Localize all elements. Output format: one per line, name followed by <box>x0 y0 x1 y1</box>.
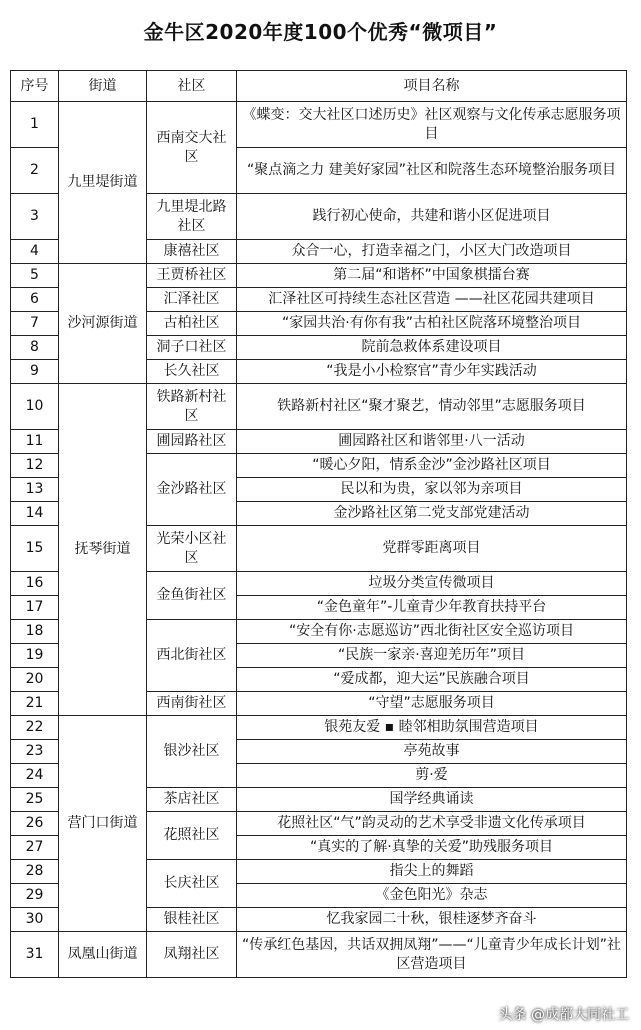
cell-project: 花照社区“气”韵灵动的艺术享受非遗文化传承项目 <box>237 812 627 836</box>
cell-no: 25 <box>11 788 59 812</box>
cell-no: 7 <box>11 312 59 336</box>
cell-no: 19 <box>11 644 59 668</box>
cell-no: 15 <box>11 526 59 572</box>
cell-community: 银沙社区 <box>147 716 237 788</box>
cell-project: 垃圾分类宣传微项目 <box>237 572 627 596</box>
cell-street: 抚琴街道 <box>59 384 147 716</box>
cell-project: 亭苑故事 <box>237 740 627 764</box>
cell-no: 9 <box>11 360 59 384</box>
cell-no: 13 <box>11 478 59 502</box>
cell-project: 众合一心，打造幸福之门，小区大门改造项目 <box>237 240 627 264</box>
cell-no: 6 <box>11 288 59 312</box>
cell-no: 2 <box>11 148 59 194</box>
cell-community: 茶店社区 <box>147 788 237 812</box>
header-row <box>11 71 627 102</box>
cell-no: 1 <box>11 102 59 148</box>
cell-community: 银桂社区 <box>147 908 237 932</box>
cell-project: 汇泽社区可持续生态社区营造 ——社区花园共建项目 <box>237 288 627 312</box>
cell-project: 民以和为贵，家以邻为亲项目 <box>237 478 627 502</box>
cell-project: 践行初心使命，共建和谐小区促进项目 <box>237 194 627 240</box>
cell-no: 21 <box>11 692 59 716</box>
cell-project: 《蝶变：交大社区口述历史》社区观察与文化传承志愿服务项目 <box>237 102 627 148</box>
cell-no: 30 <box>11 908 59 932</box>
cell-no: 5 <box>11 264 59 288</box>
cell-community: 铁路新村社区 <box>147 384 237 430</box>
cell-community: 金鱼街社区 <box>147 572 237 620</box>
cell-no: 14 <box>11 502 59 526</box>
header-community: 社区 <box>147 71 237 102</box>
cell-community: 长庆社区 <box>147 860 237 908</box>
cell-project: “民族一家亲·喜迎羌历年”项目 <box>237 644 627 668</box>
cell-project: “我是小小检察官”青少年实践活动 <box>237 360 627 384</box>
cell-street: 沙河源街道 <box>59 264 147 384</box>
cell-project: 国学经典诵读 <box>237 788 627 812</box>
cell-community: 王贾桥社区 <box>147 264 237 288</box>
cell-project: 金沙路社区第二党支部党建活动 <box>237 502 627 526</box>
cell-no: 12 <box>11 454 59 478</box>
header-street: 街道 <box>59 71 147 102</box>
cell-no: 17 <box>11 596 59 620</box>
projects-table <box>10 70 627 978</box>
cell-no: 29 <box>11 884 59 908</box>
cell-community: 长久社区 <box>147 360 237 384</box>
cell-project: 铁路新村社区“聚才聚艺，情动邻里”志愿服务项目 <box>237 384 627 430</box>
cell-street: 营门口街道 <box>59 716 147 932</box>
cell-no: 23 <box>11 740 59 764</box>
cell-no: 27 <box>11 836 59 860</box>
cell-project: “传承红色基因，共话双拥凤翔”——“儿童青少年成长计划”社区营造项目 <box>237 932 627 978</box>
cell-project: “金色童年”-儿童青少年教育扶持平台 <box>237 596 627 620</box>
cell-project: “安全有你·志愿巡访”西北街社区安全巡访项目 <box>237 620 627 644</box>
cell-community: 西南交大社区 <box>147 102 237 194</box>
table-row <box>11 716 627 740</box>
cell-no: 3 <box>11 194 59 240</box>
table-row <box>11 932 627 978</box>
table-row <box>11 264 627 288</box>
table-row <box>11 102 627 148</box>
cell-project: “守望”志愿服务项目 <box>237 692 627 716</box>
cell-community: 花照社区 <box>147 812 237 860</box>
cell-community: 光荣小区社区 <box>147 526 237 572</box>
table-row <box>11 384 627 430</box>
cell-community: 金沙路社区 <box>147 454 237 526</box>
watermark: 头条 @成都大同社工 <box>498 1007 629 1023</box>
cell-no: 11 <box>11 430 59 454</box>
cell-no: 31 <box>11 932 59 978</box>
cell-project: 圃园路社区和谐邻里·八一活动 <box>237 430 627 454</box>
cell-no: 24 <box>11 764 59 788</box>
cell-project: 剪·爱 <box>237 764 627 788</box>
cell-street: 凤凰山街道 <box>59 932 147 978</box>
cell-project: “聚点滴之力 建美好家园”社区和院落生态环境整治服务项目 <box>237 148 627 194</box>
cell-community: 凤翔社区 <box>147 932 237 978</box>
cell-project: 银苑友爱 ▪ 睦邻相助氛围营造项目 <box>237 716 627 740</box>
page-title: 金牛区2020年度100个优秀“微项目” <box>143 20 498 44</box>
cell-project: 指尖上的舞蹈 <box>237 860 627 884</box>
cell-project: 第二届“和谐杯”中国象棋擂台赛 <box>237 264 627 288</box>
cell-no: 8 <box>11 336 59 360</box>
cell-community: 古柏社区 <box>147 312 237 336</box>
cell-community: 洞子口社区 <box>147 336 237 360</box>
cell-project: 党群零距离项目 <box>237 526 627 572</box>
cell-no: 16 <box>11 572 59 596</box>
cell-no: 28 <box>11 860 59 884</box>
cell-project: 院前急救体系建设项目 <box>237 336 627 360</box>
cell-no: 4 <box>11 240 59 264</box>
cell-no: 26 <box>11 812 59 836</box>
cell-community: 康禧社区 <box>147 240 237 264</box>
cell-community: 九里堤北路社区 <box>147 194 237 240</box>
cell-no: 18 <box>11 620 59 644</box>
cell-project: “家园共治·有你有我”古柏社区院落环境整治项目 <box>237 312 627 336</box>
cell-community: 汇泽社区 <box>147 288 237 312</box>
cell-project: 《金色阳光》杂志 <box>237 884 627 908</box>
cell-street: 九里堤街道 <box>59 102 147 264</box>
cell-community: 西北街社区 <box>147 620 237 692</box>
cell-project: “真实的了解·真挚的关爱”助残服务项目 <box>237 836 627 860</box>
cell-community: 圃园路社区 <box>147 430 237 454</box>
cell-no: 10 <box>11 384 59 430</box>
cell-project: “爱成都，迎大运”民族融合项目 <box>237 668 627 692</box>
cell-project: 忆我家园二十秋，银桂逐梦齐奋斗 <box>237 908 627 932</box>
cell-project: “暖心夕阳，情系金沙”金沙路社区项目 <box>237 454 627 478</box>
cell-no: 20 <box>11 668 59 692</box>
cell-no: 22 <box>11 716 59 740</box>
header-no: 序号 <box>11 71 59 102</box>
header-project: 项目名称 <box>237 71 627 102</box>
cell-community: 西南街社区 <box>147 692 237 716</box>
